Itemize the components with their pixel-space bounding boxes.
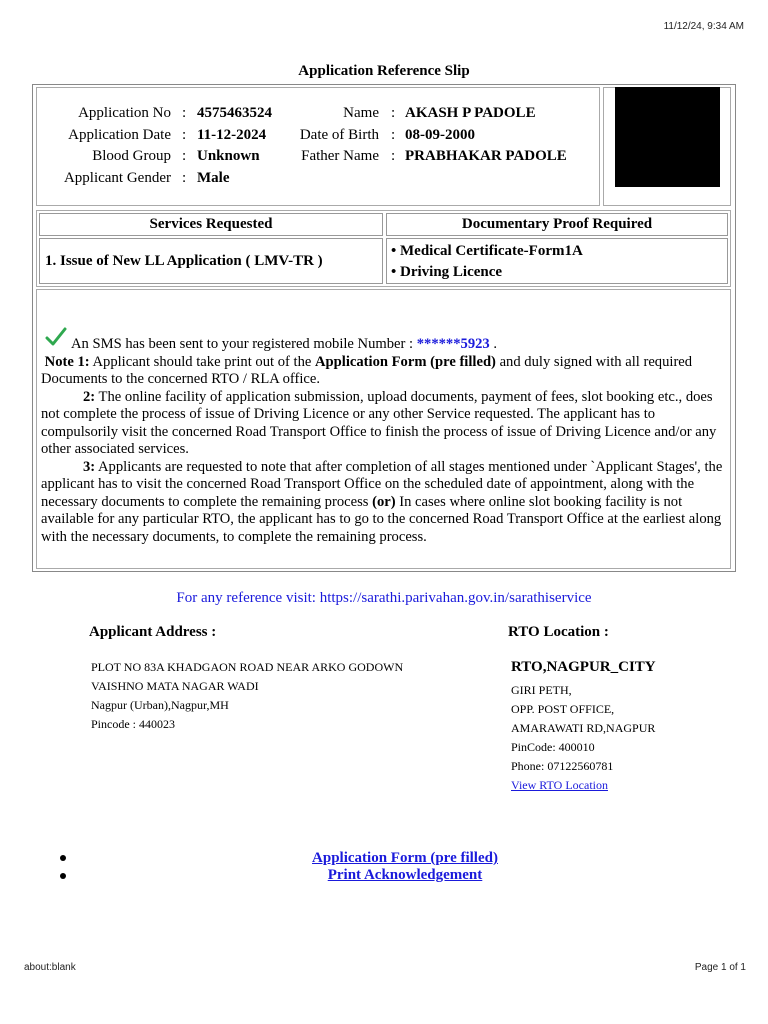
application-form-row [0,849,768,867]
note1-bold: Application Form (pre filled) [315,353,496,370]
dob-label: Date of Birth [299,127,379,143]
address-pincode: Pincode : 440023 [91,717,175,731]
address-line: VAISHNO MATA NAGAR WADI [91,679,259,693]
rto-line: AMARAWATI RD,NAGPUR [511,721,656,735]
application-no-label: Application No [78,105,171,121]
print-ack-row [0,866,768,884]
services-header: Services Requested [39,213,383,236]
rto-name: RTO,NAGPUR_CITY [511,659,656,675]
rto-address [511,681,655,795]
colon: : [182,170,187,186]
father-name-value: PRABHAKAR PADOLE [405,148,567,164]
doc-item: • Driving Licence [391,264,503,280]
note1-text: Applicant should take print out of the [89,353,315,370]
sms-line [41,336,727,354]
note2-text: The online facility of application submission, upload documents, payment of fees, slot booking etc., does not complete the process of issue of Driving Licence or any other Service requested. The applicant has to compulsorily visit the concerned Road Transport Office to finish the process of issue of Driving Licence and/or any other associated services. [41,388,717,457]
applicant-photo [615,87,720,187]
application-date-label: Application Date [68,127,171,143]
notes-text [41,336,727,546]
applicant-address [91,658,403,734]
gender-label: Applicant Gender [63,170,171,186]
reference-line: For any reference visit: https://sarathi.parivahan.gov.in/sarathiservice [176,590,592,606]
docs-cell [386,238,728,284]
note3-label: 3: [83,458,96,475]
rto-location-header: RTO Location : [508,624,609,640]
note-1 [41,354,727,389]
colon: : [391,127,396,143]
sms-text: An SMS has been sent to your registered mobile Number : [71,336,417,352]
blood-group-value: Unknown [197,148,260,164]
page-title: Application Reference Slip [298,63,470,79]
application-no-value: 4575463524 [197,105,272,121]
note-2 [41,389,727,459]
application-date-value: 11-12-2024 [197,127,267,143]
sms-number: ******5923 [416,336,490,352]
print-acknowledgement-link[interactable]: Print Acknowledgement [327,867,483,883]
print-url: about:blank [24,962,76,973]
address-line: PLOT NO 83A KHADGAON ROAD NEAR ARKO GODOWN [91,660,404,674]
gender-value: Male [197,170,230,186]
dob-value: 08-09-2000 [405,127,475,143]
colon: : [391,105,396,121]
name-value: AKASH P PADOLE [405,105,536,121]
colon: : [391,148,396,164]
note1-rest: and duly signed with all required Documents to the concerned RTO / RLA office. [41,353,693,387]
sms-end: . [489,336,497,352]
blood-group-label: Blood Group [92,148,171,164]
doc-item: • Medical Certificate-Form1A [391,243,583,259]
address-line: Nagpur (Urban),Nagpur,MH [91,698,229,712]
note-3 [41,459,727,547]
name-label: Name [343,105,379,121]
applicant-address-header: Applicant Address : [89,624,217,640]
docs-header: Documentary Proof Required [386,213,728,236]
service-row: 1. Issue of New LL Application ( LMV-TR ) [39,238,383,284]
note3-text: Applicants are requested to note that after completion of all stages mentioned under `Applicant Stages', the applicant has to visit the concerned Road Transport Office on the scheduled date of appointment, along with the necessary documents to complete the remaining process [41,458,723,510]
colon: : [182,127,187,143]
colon: : [182,105,187,121]
rto-phone: Phone: 07122560781 [511,759,614,773]
page-number: Page 1 of 1 [694,962,746,973]
rto-line: GIRI PETH, [511,683,572,697]
application-form-link[interactable]: Application Form (pre filled) [312,850,498,866]
note1-label: Note 1: [44,353,90,370]
colon: : [182,148,187,164]
note3-or: (or) [372,493,396,510]
rto-line: OPP. POST OFFICE, [511,702,615,716]
rto-pincode: PinCode: 400010 [511,740,595,754]
father-name-label: Father Name [301,148,379,164]
note3-rest: In cases where online slot booking facility is not available for any particular RTO, the applicant has to go to the concerned Road Transport Office at the earliest along with the necessary documents, to complete the remaining process. [41,493,722,545]
view-rto-location-link[interactable]: View RTO Location [511,778,608,792]
note2-label: 2: [83,388,96,405]
print-timestamp: 11/12/24, 9:34 AM [663,21,744,32]
